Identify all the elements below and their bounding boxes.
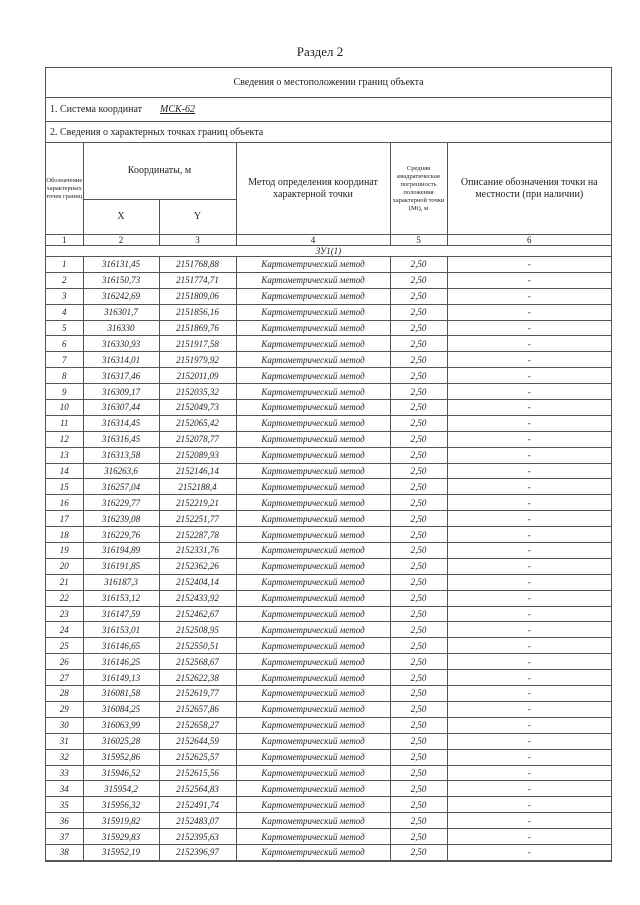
table-row: [46, 479, 611, 495]
point-number-cell: 27: [46, 670, 83, 686]
point-number-cell: 11: [46, 415, 83, 431]
error-value-cell: 2,50: [390, 320, 447, 336]
x-coordinate-cell: 316147,59: [83, 606, 159, 622]
point-number-cell: 15: [46, 479, 83, 495]
description-cell: -: [447, 686, 611, 702]
point-number-cell: 7: [46, 352, 83, 368]
x-coordinate-cell: 316149,13: [83, 670, 159, 686]
method-cell: Картометрический метод: [236, 384, 390, 400]
error-value-cell: 2,50: [390, 733, 447, 749]
description-cell: -: [447, 670, 611, 686]
table-row: [46, 400, 611, 416]
method-cell: Картометрический метод: [236, 527, 390, 543]
error-value-cell: 2,50: [390, 257, 447, 273]
x-coordinate-cell: 316063,99: [83, 717, 159, 733]
x-coordinate-cell: 316131,45: [83, 257, 159, 273]
coordinate-system-label: 1. Система координат: [50, 104, 143, 115]
table-row: [46, 829, 611, 845]
error-value-cell: 2,50: [390, 304, 447, 320]
error-value-cell: 2,50: [390, 590, 447, 606]
table-row: [46, 813, 611, 829]
method-cell: Картометрический метод: [236, 479, 390, 495]
x-coordinate-cell: 316301,7: [83, 304, 159, 320]
point-number-cell: 23: [46, 606, 83, 622]
error-value-cell: 2,50: [390, 558, 447, 574]
table-row: [46, 781, 611, 797]
x-coordinate-cell: 316146,65: [83, 638, 159, 654]
coordinate-system-row: [46, 98, 611, 122]
error-value-cell: 2,50: [390, 844, 447, 860]
description-cell: -: [447, 431, 611, 447]
error-value-cell: 2,50: [390, 701, 447, 717]
error-value-cell: 2,50: [390, 463, 447, 479]
point-number-cell: 12: [46, 431, 83, 447]
table-row: [46, 686, 611, 702]
y-coordinate-cell: 2151869,76: [159, 320, 236, 336]
header-point-designation: Обозначение характерных точек границ: [46, 143, 83, 235]
table-row: [46, 654, 611, 670]
method-cell: Картометрический метод: [236, 352, 390, 368]
description-cell: -: [447, 400, 611, 416]
table-row: [46, 463, 611, 479]
point-number-cell: 3: [46, 288, 83, 304]
table-row: [46, 304, 611, 320]
y-coordinate-cell: 2152331,76: [159, 543, 236, 559]
description-cell: -: [447, 606, 611, 622]
y-coordinate-cell: 2152362,26: [159, 558, 236, 574]
x-coordinate-cell: 316263,6: [83, 463, 159, 479]
error-value-cell: 2,50: [390, 415, 447, 431]
y-coordinate-cell: 2151917,58: [159, 336, 236, 352]
description-cell: -: [447, 829, 611, 845]
point-number-cell: 30: [46, 717, 83, 733]
table-row: [46, 511, 611, 527]
point-number-cell: 31: [46, 733, 83, 749]
table-row: [46, 447, 611, 463]
x-coordinate-cell: 316153,12: [83, 590, 159, 606]
table-row: [46, 336, 611, 352]
method-cell: Картометрический метод: [236, 813, 390, 829]
error-value-cell: 2,50: [390, 765, 447, 781]
method-cell: Картометрический метод: [236, 574, 390, 590]
y-coordinate-cell: 2151774,71: [159, 272, 236, 288]
error-value-cell: 2,50: [390, 686, 447, 702]
y-coordinate-cell: 2152568,67: [159, 654, 236, 670]
error-value-cell: 2,50: [390, 272, 447, 288]
method-cell: Картометрический метод: [236, 797, 390, 813]
y-coordinate-cell: 2152658,27: [159, 717, 236, 733]
table-row: [46, 415, 611, 431]
method-cell: Картометрический метод: [236, 368, 390, 384]
points-table-body: [46, 257, 611, 861]
point-number-cell: 17: [46, 511, 83, 527]
x-coordinate-cell: 316242,69: [83, 288, 159, 304]
point-number-cell: 8: [46, 368, 83, 384]
error-value-cell: 2,50: [390, 400, 447, 416]
table-row: [46, 384, 611, 400]
method-cell: Картометрический метод: [236, 320, 390, 336]
y-coordinate-cell: 2152644,59: [159, 733, 236, 749]
point-number-cell: 21: [46, 574, 83, 590]
description-cell: -: [447, 336, 611, 352]
description-cell: -: [447, 447, 611, 463]
points-table: [46, 143, 611, 861]
error-value-cell: 2,50: [390, 288, 447, 304]
error-value-cell: 2,50: [390, 495, 447, 511]
x-coordinate-cell: 316239,08: [83, 511, 159, 527]
x-coordinate-cell: 316187,3: [83, 574, 159, 590]
y-coordinate-cell: 2152065,42: [159, 415, 236, 431]
method-cell: Картометрический метод: [236, 400, 390, 416]
error-value-cell: 2,50: [390, 622, 447, 638]
y-coordinate-cell: 2152508,95: [159, 622, 236, 638]
y-coordinate-cell: 2152550,51: [159, 638, 236, 654]
column-number: 1: [46, 235, 83, 246]
x-coordinate-cell: 315946,52: [83, 765, 159, 781]
point-number-cell: 9: [46, 384, 83, 400]
x-coordinate-cell: 316025,28: [83, 733, 159, 749]
y-coordinate-cell: 2152287,78: [159, 527, 236, 543]
description-cell: -: [447, 479, 611, 495]
error-value-cell: 2,50: [390, 527, 447, 543]
description-cell: -: [447, 749, 611, 765]
table-row: [46, 670, 611, 686]
point-number-cell: 33: [46, 765, 83, 781]
table-row: [46, 797, 611, 813]
method-cell: Картометрический метод: [236, 844, 390, 860]
method-cell: Картометрический метод: [236, 304, 390, 320]
page-title: Раздел 2: [296, 44, 344, 59]
table-row: [46, 431, 611, 447]
y-coordinate-cell: 2152049,73: [159, 400, 236, 416]
point-number-cell: 29: [46, 701, 83, 717]
parcel-group-label: ЗУ1(1): [46, 246, 611, 257]
method-cell: Картометрический метод: [236, 606, 390, 622]
error-value-cell: 2,50: [390, 336, 447, 352]
method-cell: Картометрический метод: [236, 638, 390, 654]
header-error: Средняя квадратическая погрешность положения характерной точки (Mt), м: [390, 143, 447, 235]
y-coordinate-cell: 2152035,32: [159, 384, 236, 400]
error-value-cell: 2,50: [390, 670, 447, 686]
method-cell: Картометрический метод: [236, 511, 390, 527]
description-cell: -: [447, 320, 611, 336]
boundary-info-table: [45, 67, 612, 862]
y-coordinate-cell: 2152078,77: [159, 431, 236, 447]
description-cell: -: [447, 288, 611, 304]
description-cell: -: [447, 733, 611, 749]
point-number-cell: 25: [46, 638, 83, 654]
table-row: [46, 733, 611, 749]
points-heading: 2. Сведения о характерных точках границ объекта: [46, 122, 611, 143]
header-description: Описание обозначения точки на местности (при наличии): [447, 143, 611, 235]
y-coordinate-cell: 2152433,92: [159, 590, 236, 606]
method-cell: Картометрический метод: [236, 670, 390, 686]
y-coordinate-cell: 2152011,09: [159, 368, 236, 384]
method-cell: Картометрический метод: [236, 701, 390, 717]
method-cell: Картометрический метод: [236, 654, 390, 670]
y-coordinate-cell: 2152622,38: [159, 670, 236, 686]
point-number-cell: 5: [46, 320, 83, 336]
x-coordinate-cell: 315954,2: [83, 781, 159, 797]
description-cell: -: [447, 717, 611, 733]
y-coordinate-cell: 2152396,97: [159, 844, 236, 860]
description-cell: -: [447, 511, 611, 527]
description-cell: -: [447, 574, 611, 590]
y-coordinate-cell: 2152564,83: [159, 781, 236, 797]
method-cell: Картометрический метод: [236, 622, 390, 638]
error-value-cell: 2,50: [390, 368, 447, 384]
table-row: [46, 368, 611, 384]
x-coordinate-cell: 316229,76: [83, 527, 159, 543]
point-number-cell: 35: [46, 797, 83, 813]
description-cell: -: [447, 495, 611, 511]
error-value-cell: 2,50: [390, 654, 447, 670]
column-number: 3: [159, 235, 236, 246]
point-number-cell: 22: [46, 590, 83, 606]
y-coordinate-cell: 2152657,86: [159, 701, 236, 717]
x-coordinate-cell: 316153,01: [83, 622, 159, 638]
method-cell: Картометрический метод: [236, 590, 390, 606]
y-coordinate-cell: 2152146,14: [159, 463, 236, 479]
table-row: [46, 257, 611, 273]
description-cell: -: [447, 590, 611, 606]
x-coordinate-cell: 315956,32: [83, 797, 159, 813]
section-title: Сведения о местоположении границ объекта: [46, 68, 611, 98]
point-number-cell: 20: [46, 558, 83, 574]
x-coordinate-cell: 315952,86: [83, 749, 159, 765]
x-coordinate-cell: 315919,82: [83, 813, 159, 829]
header-coordinates: Координаты, м: [83, 143, 236, 200]
column-number: 4: [236, 235, 390, 246]
point-number-cell: 10: [46, 400, 83, 416]
method-cell: Картометрический метод: [236, 495, 390, 511]
error-value-cell: 2,50: [390, 781, 447, 797]
x-coordinate-cell: 316309,17: [83, 384, 159, 400]
method-cell: Картометрический метод: [236, 829, 390, 845]
error-value-cell: 2,50: [390, 606, 447, 622]
point-number-cell: 18: [46, 527, 83, 543]
y-coordinate-cell: 2152615,56: [159, 765, 236, 781]
x-coordinate-cell: 316316,45: [83, 431, 159, 447]
description-cell: -: [447, 654, 611, 670]
y-coordinate-cell: 2151809,06: [159, 288, 236, 304]
point-number-cell: 14: [46, 463, 83, 479]
y-coordinate-cell: 2152462,67: [159, 606, 236, 622]
point-number-cell: 34: [46, 781, 83, 797]
y-coordinate-cell: 2152491,74: [159, 797, 236, 813]
x-coordinate-cell: 316150,73: [83, 272, 159, 288]
method-cell: Картометрический метод: [236, 463, 390, 479]
point-number-cell: 6: [46, 336, 83, 352]
x-coordinate-cell: 315929,83: [83, 829, 159, 845]
error-value-cell: 2,50: [390, 797, 447, 813]
error-value-cell: 2,50: [390, 574, 447, 590]
table-row: [46, 495, 611, 511]
method-cell: Картометрический метод: [236, 686, 390, 702]
x-coordinate-cell: 316314,45: [83, 415, 159, 431]
method-cell: Картометрический метод: [236, 272, 390, 288]
point-number-cell: 13: [46, 447, 83, 463]
header-method: Метод определения координат характерной точки: [236, 143, 390, 235]
y-coordinate-cell: 2152251,77: [159, 511, 236, 527]
description-cell: -: [447, 384, 611, 400]
x-coordinate-cell: 316194,89: [83, 543, 159, 559]
method-cell: Картометрический метод: [236, 288, 390, 304]
error-value-cell: 2,50: [390, 543, 447, 559]
x-coordinate-cell: 316330,93: [83, 336, 159, 352]
description-cell: -: [447, 304, 611, 320]
x-coordinate-cell: 316081,58: [83, 686, 159, 702]
description-cell: -: [447, 844, 611, 860]
table-row: [46, 543, 611, 559]
description-cell: -: [447, 701, 611, 717]
description-cell: -: [447, 543, 611, 559]
table-row: [46, 749, 611, 765]
point-number-cell: 26: [46, 654, 83, 670]
method-cell: Картометрический метод: [236, 749, 390, 765]
point-number-cell: 38: [46, 844, 83, 860]
point-number-cell: 24: [46, 622, 83, 638]
error-value-cell: 2,50: [390, 749, 447, 765]
table-row: [46, 527, 611, 543]
y-coordinate-cell: 2152395,63: [159, 829, 236, 845]
method-cell: Картометрический метод: [236, 336, 390, 352]
description-cell: -: [447, 622, 611, 638]
error-value-cell: 2,50: [390, 431, 447, 447]
x-coordinate-cell: 316313,58: [83, 447, 159, 463]
point-number-cell: 4: [46, 304, 83, 320]
error-value-cell: 2,50: [390, 638, 447, 654]
table-row: [46, 558, 611, 574]
y-coordinate-cell: 2151979,92: [159, 352, 236, 368]
point-number-cell: 1: [46, 257, 83, 273]
point-number-cell: 36: [46, 813, 83, 829]
description-cell: -: [447, 257, 611, 273]
y-coordinate-cell: 2152089,93: [159, 447, 236, 463]
y-coordinate-cell: 2152188,4: [159, 479, 236, 495]
y-coordinate-cell: 2152404,14: [159, 574, 236, 590]
table-row: [46, 352, 611, 368]
description-cell: -: [447, 463, 611, 479]
column-number: 5: [390, 235, 447, 246]
point-number-cell: 37: [46, 829, 83, 845]
method-cell: Картометрический метод: [236, 447, 390, 463]
error-value-cell: 2,50: [390, 384, 447, 400]
y-coordinate-cell: 2152219,21: [159, 495, 236, 511]
method-cell: Картометрический метод: [236, 781, 390, 797]
table-row: [46, 574, 611, 590]
error-value-cell: 2,50: [390, 829, 447, 845]
error-value-cell: 2,50: [390, 813, 447, 829]
x-coordinate-cell: 316229,77: [83, 495, 159, 511]
y-coordinate-cell: 2152625,57: [159, 749, 236, 765]
x-coordinate-cell: 316191,85: [83, 558, 159, 574]
table-row: [46, 606, 611, 622]
table-row: [46, 590, 611, 606]
x-coordinate-cell: 316084,25: [83, 701, 159, 717]
error-value-cell: 2,50: [390, 717, 447, 733]
method-cell: Картометрический метод: [236, 717, 390, 733]
method-cell: Картометрический метод: [236, 415, 390, 431]
y-coordinate-cell: 2151856,16: [159, 304, 236, 320]
table-row: [46, 272, 611, 288]
error-value-cell: 2,50: [390, 479, 447, 495]
table-row: [46, 320, 611, 336]
point-number-cell: 16: [46, 495, 83, 511]
point-number-cell: 28: [46, 686, 83, 702]
header-y: Y: [159, 200, 236, 235]
description-cell: -: [447, 638, 611, 654]
description-cell: -: [447, 352, 611, 368]
description-cell: -: [447, 272, 611, 288]
column-number: 2: [83, 235, 159, 246]
y-coordinate-cell: 2152483,07: [159, 813, 236, 829]
description-cell: -: [447, 527, 611, 543]
description-cell: -: [447, 415, 611, 431]
table-row: [46, 844, 611, 860]
method-cell: Картометрический метод: [236, 431, 390, 447]
description-cell: -: [447, 368, 611, 384]
x-coordinate-cell: 316314,01: [83, 352, 159, 368]
point-number-cell: 2: [46, 272, 83, 288]
table-row: [46, 638, 611, 654]
x-coordinate-cell: 316330: [83, 320, 159, 336]
method-cell: Картометрический метод: [236, 765, 390, 781]
description-cell: -: [447, 781, 611, 797]
coordinate-system-value: МСК-62: [160, 104, 196, 115]
table-row: [46, 288, 611, 304]
description-cell: -: [447, 797, 611, 813]
error-value-cell: 2,50: [390, 511, 447, 527]
table-row: [46, 622, 611, 638]
x-coordinate-cell: 316146,25: [83, 654, 159, 670]
x-coordinate-cell: 315952,19: [83, 844, 159, 860]
description-cell: -: [447, 813, 611, 829]
x-coordinate-cell: 316317,46: [83, 368, 159, 384]
description-cell: -: [447, 765, 611, 781]
y-coordinate-cell: 2152619,77: [159, 686, 236, 702]
method-cell: Картометрический метод: [236, 733, 390, 749]
method-cell: Картометрический метод: [236, 558, 390, 574]
description-cell: -: [447, 558, 611, 574]
table-row: [46, 765, 611, 781]
table-row: [46, 701, 611, 717]
method-cell: Картометрический метод: [236, 543, 390, 559]
y-coordinate-cell: 2151768,88: [159, 257, 236, 273]
error-value-cell: 2,50: [390, 352, 447, 368]
header-x: X: [83, 200, 159, 235]
x-coordinate-cell: 316257,04: [83, 479, 159, 495]
error-value-cell: 2,50: [390, 447, 447, 463]
point-number-cell: 19: [46, 543, 83, 559]
point-number-cell: 32: [46, 749, 83, 765]
column-number: 6: [447, 235, 611, 246]
x-coordinate-cell: 316307,44: [83, 400, 159, 416]
table-row: [46, 717, 611, 733]
method-cell: Картометрический метод: [236, 257, 390, 273]
